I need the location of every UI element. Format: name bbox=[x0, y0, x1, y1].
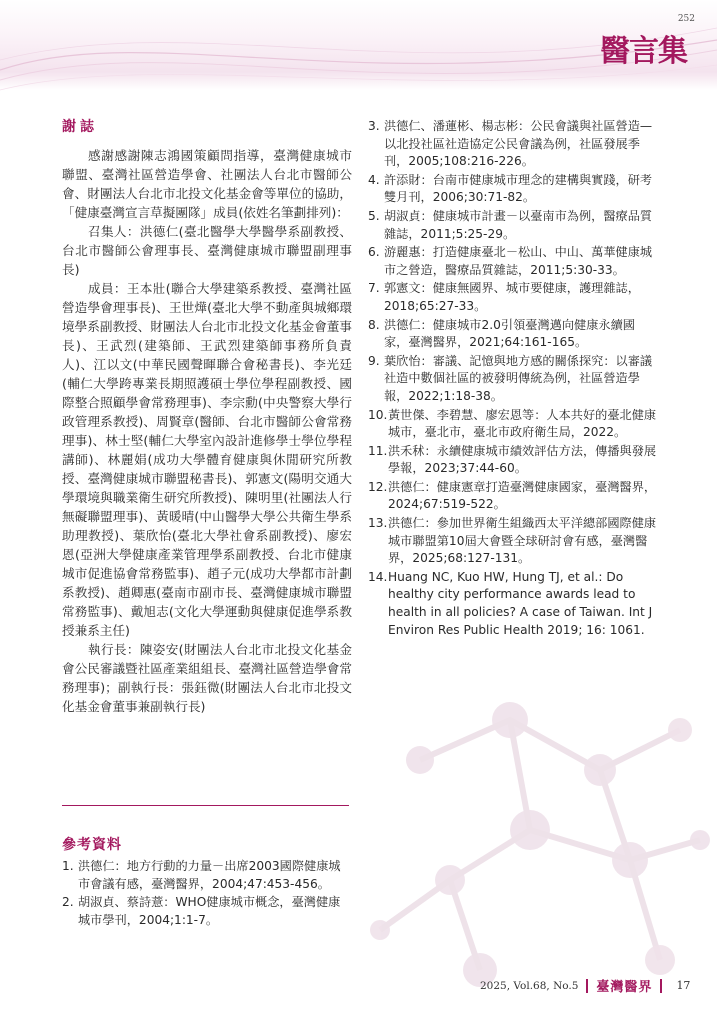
reference-item bbox=[368, 479, 658, 514]
reference-item bbox=[368, 353, 658, 406]
acknowledgement-convener: 召集人：洪德仁(臺北醫學大學醫學系副教授、台北市醫師公會理事長、臺灣健康城市聯盟副理事長) bbox=[62, 224, 352, 277]
molecule-background-decoration bbox=[360, 640, 717, 1024]
reference-text: 洪禾秫：永續健康城市績效評估方法，傳播與發展學報，2023;37:44-60。 bbox=[388, 443, 657, 476]
reference-number: 1. bbox=[62, 859, 74, 873]
reference-text: 郭憲文：健康無國界、城市要健康，護理雜誌，2018;65:27-33。 bbox=[384, 281, 640, 313]
reference-item bbox=[368, 317, 658, 352]
reference-text: 胡淑貞、蔡詩薏：WHO健康城市概念，臺灣健康城市學刊，2004;1:1-7。 bbox=[78, 895, 341, 927]
reference-text: 洪德仁：健康憲章打造臺灣健康國家，臺灣醫界，2024;67:519-522。 bbox=[388, 479, 657, 512]
reference-number: 9. bbox=[368, 353, 380, 368]
page-footer bbox=[480, 976, 690, 995]
masthead-logo: 醫言集 bbox=[600, 34, 687, 69]
reference-text: 許添財：台南市健康城市理念的建構與實踐，研考雙月刊，2006;30:71-82。 bbox=[384, 172, 653, 205]
reference-item bbox=[368, 172, 658, 207]
reference-number: 14. bbox=[368, 569, 388, 584]
reference-number: 13. bbox=[368, 516, 388, 531]
references-heading: 參考資料 bbox=[62, 837, 122, 853]
reference-item bbox=[62, 858, 352, 893]
reference-number: 3. bbox=[368, 119, 380, 133]
footer-issue: 2025, Vol.68, No.5 bbox=[480, 979, 579, 992]
reference-text: 葉欣怡：審議、記憶與地方感的關係探究：以審議社造中數個社區的被發明傳統為例，社區營造學報，2022;1:18-38。 bbox=[384, 353, 653, 403]
reference-item bbox=[368, 515, 658, 568]
reference-text: 黃世傑、李碧慧、廖宏恩等：人本共好的臺北健康城市，臺北市，臺北市政府衛生局，2022。 bbox=[388, 407, 657, 440]
reference-text: 洪德仁：參加世界衛生組織西太平洋總部國際健康城市聯盟第10屆大會暨全球研討會有感，臺灣醫界，2025;68:127-131。 bbox=[388, 516, 657, 566]
reference-item bbox=[368, 118, 658, 171]
acknowledgement-heading: 謝誌 bbox=[62, 119, 98, 135]
reference-number: 12. bbox=[368, 479, 388, 494]
reference-text: Huang NC, Kuo HW, Hung TJ, et al.: Do healthy city performance awards lead to health in all policies? A case of Taiwan. Int J Environ Res Public Health 2019; 16: 1061. bbox=[388, 569, 653, 637]
reference-number: 2. bbox=[62, 895, 74, 910]
reference-number: 10. bbox=[368, 407, 388, 422]
footer-journal-logo: 臺灣醫界 bbox=[596, 980, 653, 995]
section-divider bbox=[62, 805, 349, 806]
reference-item bbox=[368, 244, 658, 279]
reference-item bbox=[368, 407, 658, 442]
reference-list-left bbox=[62, 858, 352, 930]
reference-number: 6. bbox=[368, 245, 380, 260]
reference-item bbox=[368, 280, 658, 315]
footer-divider bbox=[586, 979, 588, 993]
reference-item bbox=[368, 208, 658, 243]
reference-number: 4. bbox=[368, 172, 380, 187]
reference-item bbox=[368, 443, 658, 478]
reference-item bbox=[62, 894, 352, 929]
top-page-number: 252 bbox=[677, 14, 695, 24]
reference-text: 洪德仁：地方行動的力量－出席2003國際健康城市會議有感，臺灣醫界，2004;47:453-456。 bbox=[78, 859, 341, 891]
acknowledgement-intro: 感謝感謝陳志鴻國策顧問指導，臺灣健康城市聯盟、臺灣社區營造學會、社團法人台北市醫師公會、財團法人台北市北投文化基金會等單位的協助，「健康臺灣宣言草擬團隊」成員(依姓名筆劃排列)： bbox=[62, 148, 352, 220]
reference-item bbox=[368, 569, 658, 639]
reference-number: 8. bbox=[368, 317, 380, 332]
reference-list-right bbox=[368, 118, 658, 640]
reference-number: 11. bbox=[368, 443, 388, 458]
reference-text: 胡淑貞：健康城市計畫－以臺南市為例，醫療品質雜誌，2011;5:25-29。 bbox=[384, 208, 653, 241]
reference-number: 7. bbox=[368, 281, 380, 296]
acknowledgement-members: 成員：王本壯(聯合大學建築系教授、臺灣社區營造學會理事長)、王世燁(臺北大學不動產與城鄉環境學系副教授、財團法人台北市北投文化基金會董事長)、王武烈(建築師、王武烈建築師事務所負責人)、江以文(中華民國聲暉聯合會秘書長)、李光廷(輔仁大學跨專業長期照護碩士學位學程副教授、國際整合照顧學會常務理事)、李宗勳(中央警察大學行政管理系教授)、周賢章(醫師、台北市醫師公會常務理事)、林士堅(輔仁大學室內設計進修學士學位學程講師)、林麗娟(成功大學體育健康與休閒研究所教授、臺灣健康城市聯盟秘書長)、郭憲文(陽明交通大學環境與職業衛生研究所教授)、陳明里(社團法人行無礙聯盟理事)、黃暖晴(中山醫學大學公共衛生學系助理教授)、葉欣怡(臺北大學社會系副教授)、廖宏恩(亞洲大學健康產業管理學系副教授、台北市健康城市促進協會常務監事)、趙子元(成功大學都市計劃系教授)、趙卿惠(臺南市副市長、臺灣健康城市聯盟常務監事)、戴旭志(文化大學運動與健康促進學系教授兼系主任) bbox=[62, 281, 352, 638]
footer-page-number: 17 bbox=[676, 979, 691, 992]
reference-text: 游麗惠：打造健康臺北－松山、中山、萬華健康城市之營造，醫療品質雜誌，2011;5:30-33。 bbox=[384, 245, 653, 277]
reference-text: 洪德仁、潘蓮彬、楊志彬：公民會議與社區營造—以北投社區社造協定公民會議為例，社區發展季刊，2005;108:216-226。 bbox=[384, 119, 653, 169]
acknowledgement-executive: 執行長：陳姿安(財團法人台北市北投文化基金會公民審議暨社區產業組組長、臺灣社區營造學會常務理事)；副執行長：張鈺微(財團法人台北市北投文化基金會董事兼副執行長) bbox=[62, 642, 352, 714]
footer-divider bbox=[660, 979, 662, 993]
acknowledgement-section bbox=[62, 118, 352, 716]
reference-text: 洪德仁：健康城市2.0引領臺灣邁向健康永續國家，臺灣醫界，2021;64:161-165。 bbox=[384, 317, 635, 350]
reference-number: 5. bbox=[368, 208, 380, 223]
